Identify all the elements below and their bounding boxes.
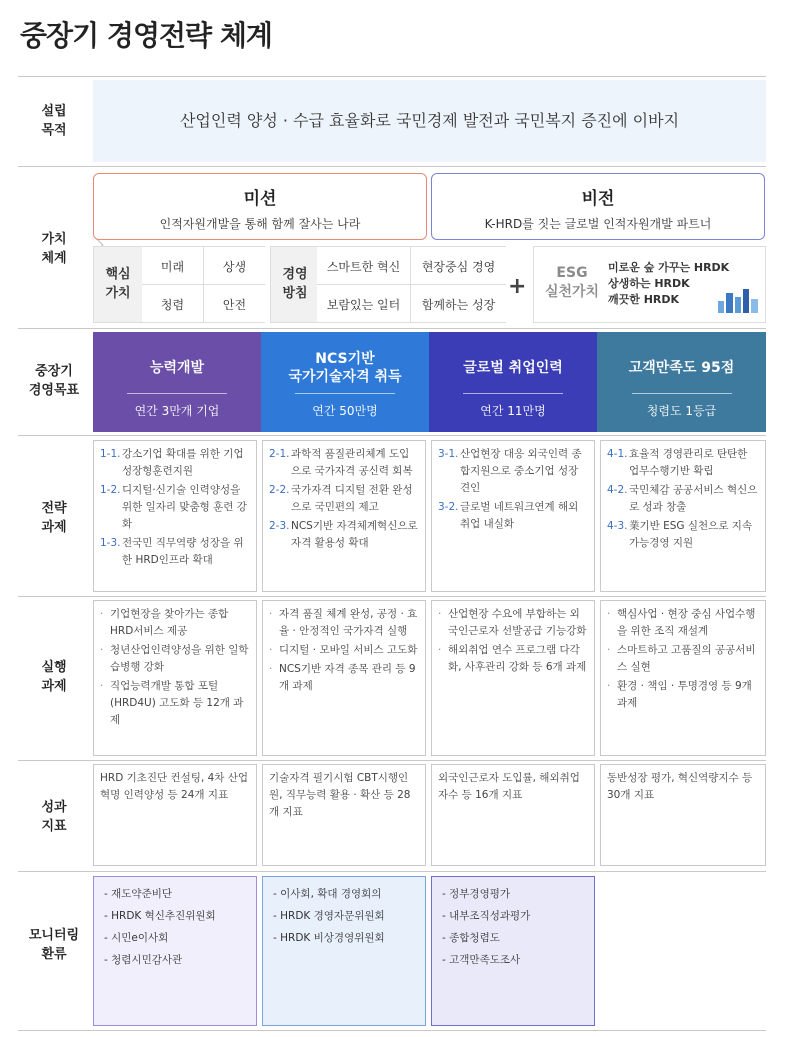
kpi-box: 동반성장 평가, 혁신역량지수 등 30개 지표	[600, 764, 766, 866]
monitor-item: - 이사회, 확대 경영회의	[273, 888, 382, 900]
plus-icon: +	[508, 274, 527, 299]
esg-slogan: 미로운 숲 가꾸는 HRDK	[608, 261, 730, 274]
divider	[18, 596, 766, 597]
goal-divider	[463, 393, 563, 394]
row-label-kpi: 성과 지표	[41, 800, 67, 834]
strategy-num: 1-2.	[100, 484, 121, 496]
kpi-box: HRD 기초진단 컨설팅, 4차 산업혁명 인력양성 등 24개 지표	[93, 764, 257, 866]
esg-label: ESG 실천가치	[544, 265, 600, 300]
strategy-box	[600, 440, 766, 592]
goal-divider	[632, 393, 732, 394]
strategy-box	[93, 440, 257, 592]
action-text: 기업현장을 찾아가는 종합 HRD서비스 제공	[110, 608, 229, 637]
divider	[18, 760, 766, 761]
strategy-num: 2-1.	[269, 448, 290, 460]
strategy-text: NCS기반 자격체계혁신으로 자격 활용성 확대	[291, 520, 418, 549]
row-label-monitor: 모니터링 환류	[28, 928, 80, 962]
strategy-num: 1-3.	[100, 537, 121, 549]
strategy-text: 산업현장 대응 외국인력 종합지원으로 중소기업 성장 견인	[460, 448, 582, 494]
esg-slogan: 상생하는 HRDK	[608, 277, 690, 290]
strategy-num: 2-3.	[269, 520, 290, 532]
page-title: 중장기 경영전략 체계	[20, 19, 272, 52]
action-text: 산업현장 수요에 부합하는 외국인근로자 선발공급 기능강화	[448, 608, 587, 637]
esg-slogan: 깨끗한 HRDK	[608, 293, 680, 306]
goal-card	[261, 332, 429, 432]
strategy-text: 디지털·신기술 인력양성을 위한 일자리 맞춤형 훈련 강화	[122, 484, 247, 530]
goal-sub: 연간 11만명	[480, 404, 546, 418]
row-label-action: 실행 과제	[41, 660, 67, 694]
strategy-num: 2-2.	[269, 484, 290, 496]
strategy-num: 4-3.	[607, 520, 628, 532]
policy-grid	[270, 246, 506, 323]
monitor-box	[93, 876, 257, 1026]
divider	[18, 328, 766, 329]
city-skyline-icon	[716, 287, 762, 315]
mission-box	[93, 173, 427, 240]
esg-slogans	[608, 260, 729, 308]
row-label-goals: 중장기 경영목표	[28, 364, 80, 398]
action-box: · 기업현장을 찾아가는 종합 HRD서비스 제공 · 청년산업인력양성을 위한 일학습병행 강화 · 직업능력개발 통합 포털(HRD4U) 고도화 등 12개 과제	[93, 600, 257, 756]
action-text: 스마트하고 고품질의 공공서비스 실현	[617, 644, 756, 673]
core-value-item: 미래	[160, 260, 185, 274]
core-value-item: 안전	[222, 298, 247, 312]
strategy-num: 3-1.	[438, 448, 459, 460]
monitor-item: - HRDK 비상경영위원회	[273, 932, 385, 944]
monitor-item: - 고객만족도조사	[442, 954, 521, 966]
strategy-num: 4-1.	[607, 448, 628, 460]
goal-title: NCS기반 국가기술자격 취득	[288, 351, 402, 385]
strategy-text: 글로벌 네트워크연계 해외 취업 내실화	[460, 501, 579, 530]
action-text: 자격 품질 체계 완성, 공정 · 효율 · 안정적인 국가자격 실행	[279, 608, 418, 637]
row-label-purpose: 설립 목적	[41, 104, 67, 138]
core-value-item: 청렴	[160, 298, 185, 312]
core-value-item: 상생	[222, 260, 247, 274]
row-label-strategy: 전략 과제	[41, 501, 67, 535]
monitor-item: - 청렴시민감사관	[104, 954, 183, 966]
purpose-statement: 산업인력 양성 · 수급 효율화로 국민경제 발전과 국민복지 증진에 이바지	[93, 80, 766, 162]
strategy-num: 1-1.	[100, 448, 121, 460]
strategy-text: 효율적 경영관리로 탄탄한 업무수행기반 확립	[629, 448, 748, 477]
strategy-text: 과학적 품질관리체계 도입으로 국가자격 공신력 회복	[291, 448, 413, 477]
mission-title: 미션	[243, 189, 277, 209]
monitor-item: - 정부경영평가	[442, 888, 510, 900]
divider	[18, 871, 766, 872]
strategy-text: 국가자격 디지털 전환 완성으로 국민편의 제고	[291, 484, 413, 513]
monitor-box	[431, 876, 595, 1026]
vision-box	[431, 173, 765, 240]
monitor-item: - HRDK 혁신추진위원회	[104, 910, 216, 922]
action-box: · 산업현장 수요에 부합하는 외국인근로자 선발공급 기능강화 · 해외취업 연수 프로그램 다각화, 사후관리 강화 등 6개 과제	[431, 600, 595, 756]
divider	[18, 76, 766, 77]
goal-divider	[127, 393, 227, 394]
divider	[18, 1030, 766, 1031]
goal-card	[597, 332, 766, 432]
divider	[18, 166, 766, 167]
monitor-item: - 종합청렴도	[442, 932, 500, 944]
strategy-num: 3-2.	[438, 501, 459, 513]
action-text: 디지털 · 모바일 서비스 고도화	[279, 644, 418, 656]
action-box: · 핵심사업 · 현장 중심 사업수행을 위한 조직 재설계 · 스마트하고 고품질의 공공서비스 실현 · 환경 · 책임 · 투명경영 등 9개 과제	[600, 600, 766, 756]
action-text: 청년산업인력양성을 위한 일학습병행 강화	[110, 644, 249, 673]
goal-card	[93, 332, 261, 432]
goal-title: 고객만족도 95점	[628, 360, 735, 376]
esg-box	[533, 246, 766, 323]
strategy-num: 4-2.	[607, 484, 628, 496]
strategy-box	[431, 440, 595, 592]
monitor-item: - 시민e이사회	[104, 932, 169, 944]
vision-title: 비전	[581, 189, 615, 209]
strategy-text: 전국민 직무역량 성장을 위한 HRD인프라 확대	[122, 537, 244, 566]
goal-sub: 연간 50만명	[312, 404, 378, 418]
action-text: 환경 · 책임 · 투명경영 등 9개 과제	[617, 680, 752, 709]
policy-item: 함께하는 성장	[421, 298, 496, 312]
monitor-item: - 내부조직성과평가	[442, 910, 531, 922]
strategy-text: 국민체감 공공서비스 혁신으로 성과 창출	[629, 484, 758, 513]
goal-title: 글로벌 취업인력	[463, 360, 563, 376]
kpi-box: 외국인근로자 도입률, 해외취업자수 등 16개 지표	[431, 764, 595, 866]
core-values-grid	[93, 246, 265, 323]
policy-item: 현장중심 경영	[421, 260, 496, 274]
policy-label: 경영 방침	[282, 267, 308, 301]
action-text: 직업능력개발 통합 포털(HRD4U) 고도화 등 12개 과제	[110, 680, 244, 726]
action-text: 핵심사업 · 현장 중심 사업수행을 위한 조직 재설계	[617, 608, 756, 637]
goal-title: 능력개발	[149, 360, 205, 376]
goal-sub: 청렴도 1등급	[646, 404, 717, 418]
monitor-box	[262, 876, 426, 1026]
policy-item: 보람있는 일터	[326, 298, 401, 312]
action-text: 해외취업 연수 프로그램 다각화, 사후관리 강화 등 6개 과제	[448, 644, 587, 673]
divider	[18, 435, 766, 436]
mission-text: 인적자원개발을 통해 함께 잘사는 나라	[159, 217, 361, 231]
policy-item: 스마트한 혁신	[326, 260, 401, 274]
strategy-text: 業기반 ESG 실천으로 지속가능경영 지원	[629, 520, 753, 549]
vision-text: K-HRD를 짓는 글로벌 인적자원개발 파트너	[484, 217, 712, 231]
core-values-label: 핵심 가치	[105, 267, 131, 301]
strategy-box	[262, 440, 426, 592]
goal-sub: 연간 3만개 기업	[134, 404, 220, 418]
goal-divider	[295, 393, 395, 394]
goal-card	[429, 332, 597, 432]
strategy-text: 강소기업 확대를 위한 기업성장형훈련지원	[122, 448, 244, 477]
monitor-item: - HRDK 경영자문위원회	[273, 910, 385, 922]
action-box: · 자격 품질 체계 완성, 공정 · 효율 · 안정적인 국가자격 실행 · 디지털 · 모바일 서비스 고도화 · NCS기반 자격 종목 관리 등 9개 과제	[262, 600, 426, 756]
action-text: NCS기반 자격 종목 관리 등 9개 과제	[279, 663, 416, 692]
kpi-box: 기술자격 필기시험 CBT시행인원, 직무능력 활용 · 확산 등 28개 지표	[262, 764, 426, 866]
monitor-item: - 재도약준비단	[104, 888, 172, 900]
row-label-values: 가치 체계	[41, 232, 67, 266]
